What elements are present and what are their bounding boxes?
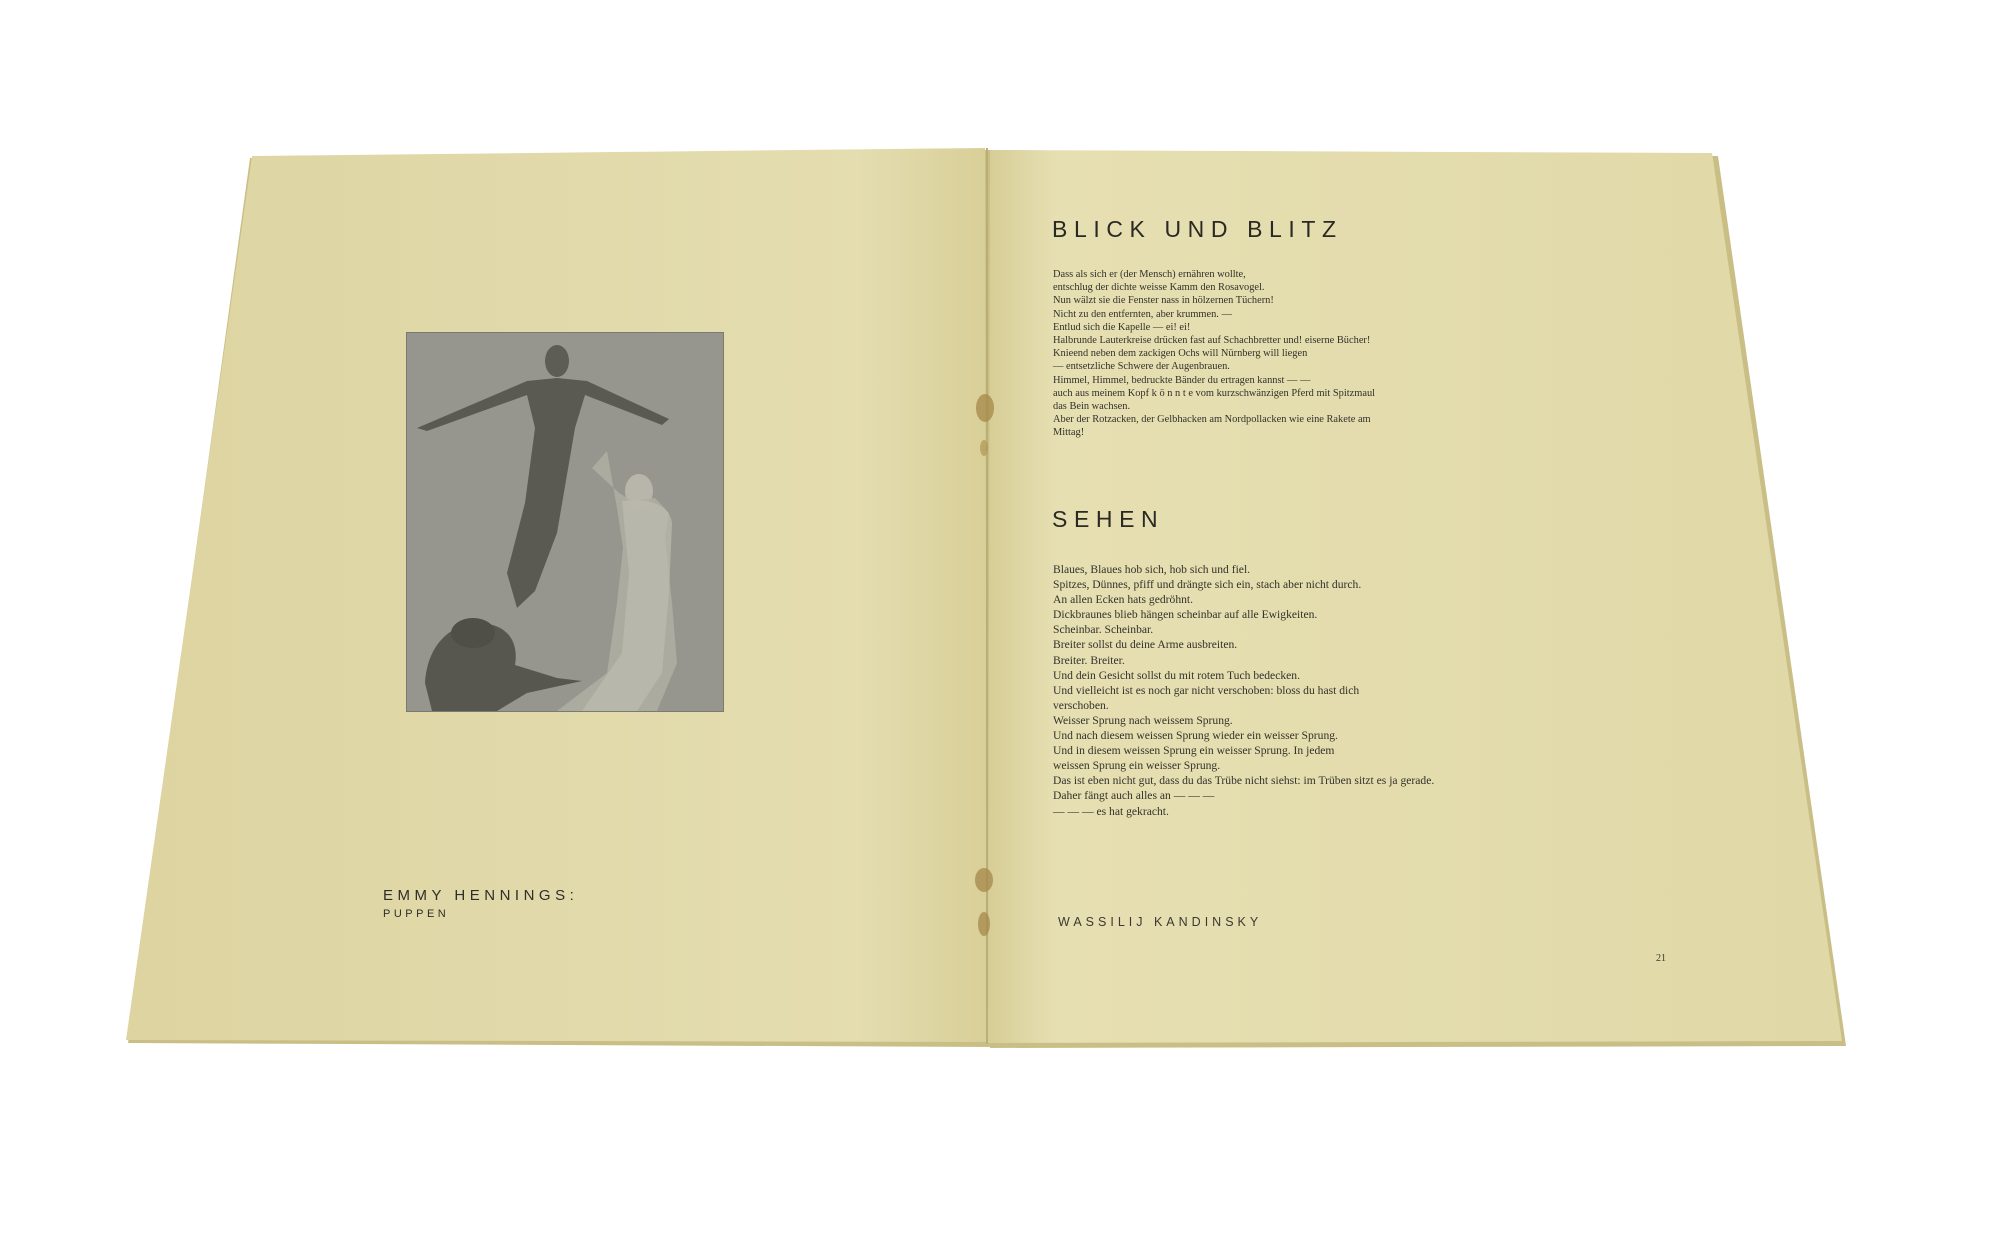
poem-line: Scheinbar. Scheinbar. — [1053, 623, 1154, 637]
poem-line: Mittag! — [1053, 427, 1085, 439]
poem-blick-und-blitz — [1053, 268, 1375, 440]
poem-line: Spitzes, Dünnes, pfiff und drängte sich ein, stach aber nicht durch. — [1053, 578, 1362, 592]
poem-line: Daher fängt auch alles an — — — — [1053, 789, 1215, 803]
poem-line: Und in diesem weissen Sprung ein weisser Sprung. In jedem — [1053, 744, 1335, 758]
caption-author: EMMY HENNINGS: — [383, 887, 579, 904]
poem-line: Weisser Sprung nach weissem Sprung. — [1053, 713, 1233, 727]
poem-line: — entsetzliche Schwere der Augenbrauen. — [1053, 361, 1230, 373]
poem-line: Halbrunde Lauterkreise drücken fast auf Schachbretter und! eiserne Bücher! — [1053, 335, 1371, 347]
poem-line: Und dein Gesicht sollst du mit rotem Tuch bedecken. — [1053, 668, 1300, 682]
poem-line: verschoben. — [1053, 698, 1109, 712]
poem-line: An allen Ecken hats gedröhnt. — [1053, 593, 1194, 607]
poem-line: — — — es hat gekracht. — [1053, 804, 1169, 818]
poem-line: Entlud sich die Kapelle — ei! ei! — [1053, 321, 1191, 333]
poem-line: Himmel, Himmel, bedruckte Bänder du ertragen kannst — — — [1053, 374, 1311, 386]
poem-line: auch aus meinem Kopf k ö n n t e vom kurzschwänzigen Pferd mit Spitzmaul — [1053, 387, 1376, 399]
caption-work-title: PUPPEN — [383, 908, 450, 920]
illustration-caption — [383, 886, 578, 922]
poem-sehen — [1053, 562, 1434, 819]
puppets-illustration — [407, 333, 723, 711]
poem-title-blick-und-blitz: BLICK UND BLITZ — [1052, 216, 1343, 242]
page-number: 21 — [1656, 953, 1666, 964]
poem-line: weissen Sprung ein weisser Sprung. — [1053, 759, 1221, 773]
poem-line: entschlug der dichte weisse Kamm den Rosavogel. — [1053, 282, 1265, 294]
poem-line: Und vielleicht ist es noch gar nicht verschoben: bloss du hast dich — [1053, 683, 1360, 697]
poem-line: Aber der Rotzacken, der Gelbhacken am Nordpollacken wie eine Rakete am — [1053, 414, 1371, 426]
poem-line: Breiter. Breiter. — [1053, 653, 1125, 667]
poem-line: Nun wälzt sie die Fenster nass in hölzernen Tüchern! — [1053, 295, 1274, 307]
poem-line: Knieend neben dem zackigen Ochs will Nürnberg will liegen — [1053, 348, 1308, 360]
poem-line: Breiter sollst du deine Arme ausbreiten. — [1053, 638, 1238, 652]
puppets-illustration-icon — [407, 333, 723, 711]
poem-line: Dass als sich er (der Mensch) ernähren wollte, — [1053, 269, 1246, 280]
poem-line: Nicht zu den entfernten, aber krummen. — — [1053, 308, 1232, 320]
poem-line: Blaues, Blaues hob sich, hob sich und fiel. — [1053, 563, 1251, 576]
poem-title-sehen: SEHEN — [1052, 506, 1165, 532]
poem-line: Das ist eben nicht gut, dass du das Trübe nicht siehst: im Trüben sitzt es ja gerade. — [1053, 774, 1435, 788]
poem-line: Dickbraunes blieb hängen scheinbar auf alle Ewigkeiten. — [1053, 608, 1318, 622]
author-name: WASSILIJ KANDINSKY — [1058, 915, 1263, 929]
poem-line: Und nach diesem weissen Sprung wieder ein weisser Sprung. — [1053, 729, 1338, 743]
poem-line: das Bein wachsen. — [1053, 401, 1131, 413]
